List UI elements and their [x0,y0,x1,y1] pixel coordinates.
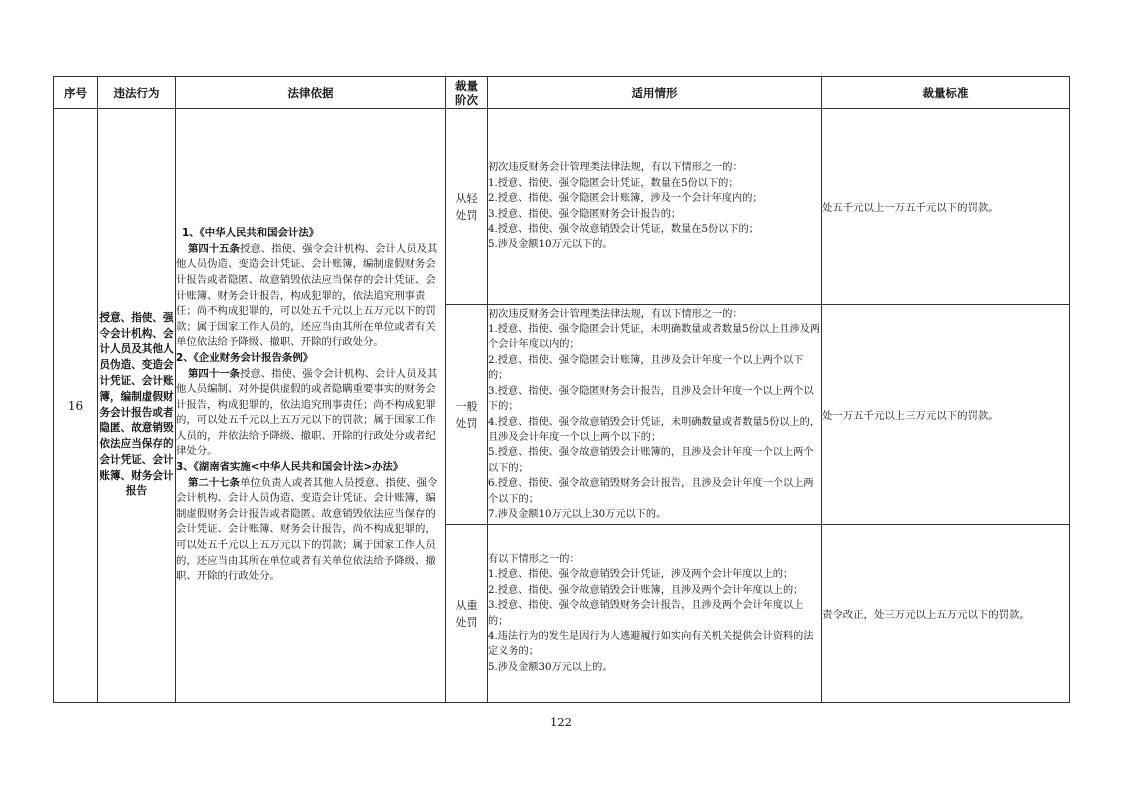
article-text: 单位负责人或者其他人员授意、指使、强令会计机构、会计人员伪造、变造会计凭证、会计账簿，编制虚假财务会计报告或者隐匿、故意销毁依法应当保存的会计凭证、会计账簿、财务会计报告，尚不构成犯罪的，可以处五千元以上五万元以下的罚款；属于国家工作人员的，还应当由其所在单位或者有关单位依法给予降级、撤职、开除的行政处分。 [176,476,438,583]
situation-line: 4.授意、指使、强令故意销毁会计凭证，未明确数量或者数量5份以上的，且涉及会计年度一个以上两个以下的； [488,416,821,443]
situation-line: 2.授意、指使、强令隐匿会计账簿，且涉及会计年度一个以上两个以下的； [488,354,804,382]
situation-line: 4.违法行为的发生是因行为人逃避履行如实向有关机关提供会计资料的法定义务的； [488,630,814,658]
violation-text: 授意、指使、强令会计机构、会计人员及其他人员伪造、变造会计凭证、会计账簿，编制虚假财务会计报告或者隐匿、故意销毁依法应当保存的会计凭证、会计账簿、财务会计报告 [98,109,176,703]
row-number: 16 [54,109,98,703]
situation-line: 2.授意、指使、强令故意销毁会计账簿，且涉及两个会计年度以上的； [488,584,804,596]
header-no: 序号 [54,77,98,109]
article-number: 第二十七条 [188,476,240,489]
tier-standard-severe: 责令改正，处三万元以上五万元以下的罚款。 [822,525,1070,703]
tier-situation-lenient [488,109,822,305]
law-title: 1、《中华人民共和国会计法》 [182,227,320,240]
situation-line: 4.授意、指使、强令故意销毁会计凭证，数量在5份以下的； [488,223,759,235]
situation-line: 有以下情形之一的： [488,553,580,565]
header-basis: 法律依据 [176,77,446,109]
header-level: 裁量 阶次 [446,77,488,109]
header-violation: 违法行为 [98,77,176,109]
page-number: 122 [550,715,572,729]
situation-line: 5.授意、指使、强令故意销毁会计账簿的，且涉及会计年度一个以上两个以下的； [488,447,814,474]
situation-line: 2.授意、指使、强令隐匿会计账簿，涉及一个会计年度内的； [488,193,763,205]
article-number: 第四十一条 [188,367,240,380]
article-number: 第四十五条 [188,242,240,255]
tier-standard-general: 处一万五千元以上三万元以下的罚款。 [822,305,1070,525]
situation-line: 3.授意、指使、强令故意销毁财务会计报告，且涉及两个会计年度以上的； [488,600,804,627]
situation-line: 6.授意、指使、强令故意销毁财务会计报告，且涉及会计年度一个以上两个以下的； [488,478,814,505]
situation-line: 初次违反财务会计管理类法律法规，有以下情形之一的： [488,308,743,320]
header-row [54,77,1070,109]
situation-line: 7.涉及金额10万元以上30万元以下的。 [488,508,667,520]
situation-line: 5.涉及金额10万元以下的。 [488,239,613,251]
article-text: 授意、指使、强令会计机构、会计人员及其他人员伪造、变造会计凭证、会计账簿，编制虚假财务会计报告或者隐匿、故意销毁依法应当保存的会计凭证、会计账簿、财务会计报告，构成犯罪的，依法追究刑事责任；尚不构成犯罪的，可以处五千元以上五万元以下的罚款；属于国家工作人员的，还应当由其所在单位或者有关单位依法给予降级、撤职、开除的行政处分。 [176,242,438,349]
header-standard: 裁量标准 [822,77,1070,109]
tier-situation-severe [488,525,822,703]
penalty-table [53,76,1070,703]
situation-line: 3.授意、指使、强令隐匿财务会计报告的； [488,208,682,220]
tier-situation-general [488,305,822,525]
situation-line: 1.授意、指使、强令隐匿会计凭证，数量在5份以下的； [488,177,739,189]
situation-line: 初次违反财务会计管理类法律法规，有以下情形之一的： [488,162,743,174]
legal-basis [176,109,446,703]
tier-level-lenient: 从轻 处罚 [446,109,488,305]
article-text: 授意、指使、强令会计机构、会计人员及其他人员编制、对外提供虚假的或者隐瞒重要事实的财务会计报告，构成犯罪的，依法追究刑事责任；尚不构成犯罪的，可以处五千元以上五万元以下的罚款；属于国家工作人员的，并依法给予降级、撤职、开除的行政处分或者纪律处分。 [176,367,438,458]
law-title: 3、《湖南省实施<中华人民共和国会计法>办法》 [176,461,404,474]
situation-line: 3.授意、指使、强令隐匿财务会计报告，且涉及会计年度一个以上两个以下的； [488,385,814,413]
situation-line: 1.授意、指使、强令隐匿会计凭证，未明确数量或者数量5份以上且涉及两个会计年度以内的； [488,324,821,351]
tier-standard-lenient: 处五千元以上一万五千元以下的罚款。 [822,109,1070,305]
tier-level-severe: 从重 处罚 [446,525,488,703]
situation-line: 5.涉及金额30万元以上的。 [488,661,613,673]
header-situation: 适用情形 [488,77,822,109]
table-row [54,109,1070,305]
situation-line: 1.授意、指使、强令故意销毁会计凭证，涉及两个会计年度以上的； [488,569,794,581]
law-title: 2、《企业财务会计报告条例》 [176,351,314,364]
tier-level-general: 一般 处罚 [446,305,488,525]
